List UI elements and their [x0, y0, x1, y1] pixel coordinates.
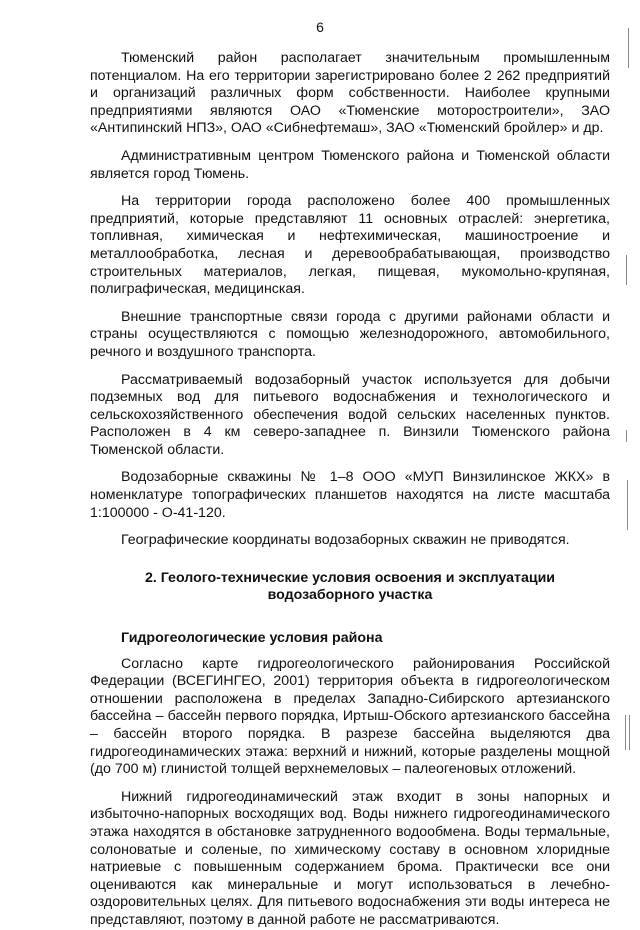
paragraph-wells: Водозаборные скважины № 1–8 ООО «МУП Винзилинское ЖКХ» в номенклатуре топографических планшетов находятся на листе масштаба 1:100000 - О-41-120. [90, 469, 610, 521]
section-title-line-2: водозаборного участка [267, 587, 433, 604]
paragraph-coordinates: Географические координаты водозаборных скважин не приводятся. [121, 532, 570, 549]
section-title-line-1: 2. Геолого-технические условия освоения и эксплуатации [144, 569, 556, 586]
paragraph-water-intake: Рассматриваемый водозаборный участок используется для добычи подземных вод для питьевого водоснабжения и технологического и сельскохозяйственного обеспечения водой сельских населенных пунктов. Расположен в 4 км северо-западнее п. Винзили Тюменского района Тюменской области. [90, 371, 610, 458]
paragraph-hydro-regions: Согласно карте гидрогеологического районирования Российской Федерации (ВСЕГИНГЕО, 2001) территория объекта в гидрогеологическом отношении расположена в пределах Западно-Сибирского артезианского бассейна – бассейн первого порядка, Иртыш-Обского артезианского бассейна – бассейн второго порядка. В разрезе бассейна выделяются два гидрогеодинамических этажа: верхний и нижний, которые разделены мощной (до 700 м) глинистой толщей верхнемеловых – палеогеновых отложений. [90, 655, 610, 778]
subheading: Гидрогеологические условия района [121, 630, 383, 647]
document-body [90, 50, 610, 930]
paragraph-lower-stage: Нижний гидрогеодинамический этаж входит в зоны напорных и избыточно-напорных восходящих вод. Воды нижнего гидрогеодинамического этажа находятся в обстановке затрудненного водообмена. Воды термальные, солоноватые и соленые, по химическому составу в основном хлоридные натриевые с повышенным содержанием брома. Практически все они оцениваются как минеральные и могут использоваться в лечебно-оздоровительных целях. Для питьевого водоснабжения эти воды интереса не представляют, поэтому в данной работе не рассматриваются. [90, 788, 610, 928]
paragraph-city-enterprises: На территории города расположено более 400 промышленных предприятий, которые представляют 11 основных отраслей: энергетика, топливная, химическая и нефтехимическая, машиностроение и металлообработка, лесная и деревообрабатывающая, производство строительных материалов, легкая, пищевая, мукомольно-крупяная, полиграфическая, медицинская. [90, 193, 610, 298]
paragraph-transport: Внешние транспортные связи города с другими районами области и страны осуществляются с помощью железнодорожного, автомобильного, речного и воздушного транспорта. [90, 308, 610, 360]
page-number: 6 [316, 19, 324, 35]
paragraph-admin-center: Административным центром Тюменского района и Тюменской области является город Тюмень. [90, 147, 610, 182]
scan-edge-marks [622, 0, 636, 905]
paragraph-industry: Тюменский район располагает значительным промышленным потенциалом. На его территории зарегистрировано более 2 262 предприятий и организаций различных форм собственности. Наиболее крупными предприятиями являются ОАО «Тюменские моторостроители», ЗАО «Антипинский НПЗ», ОАО «Сибнефтемаш», ЗАО «Тюменский бройлер» и др. [90, 50, 610, 137]
